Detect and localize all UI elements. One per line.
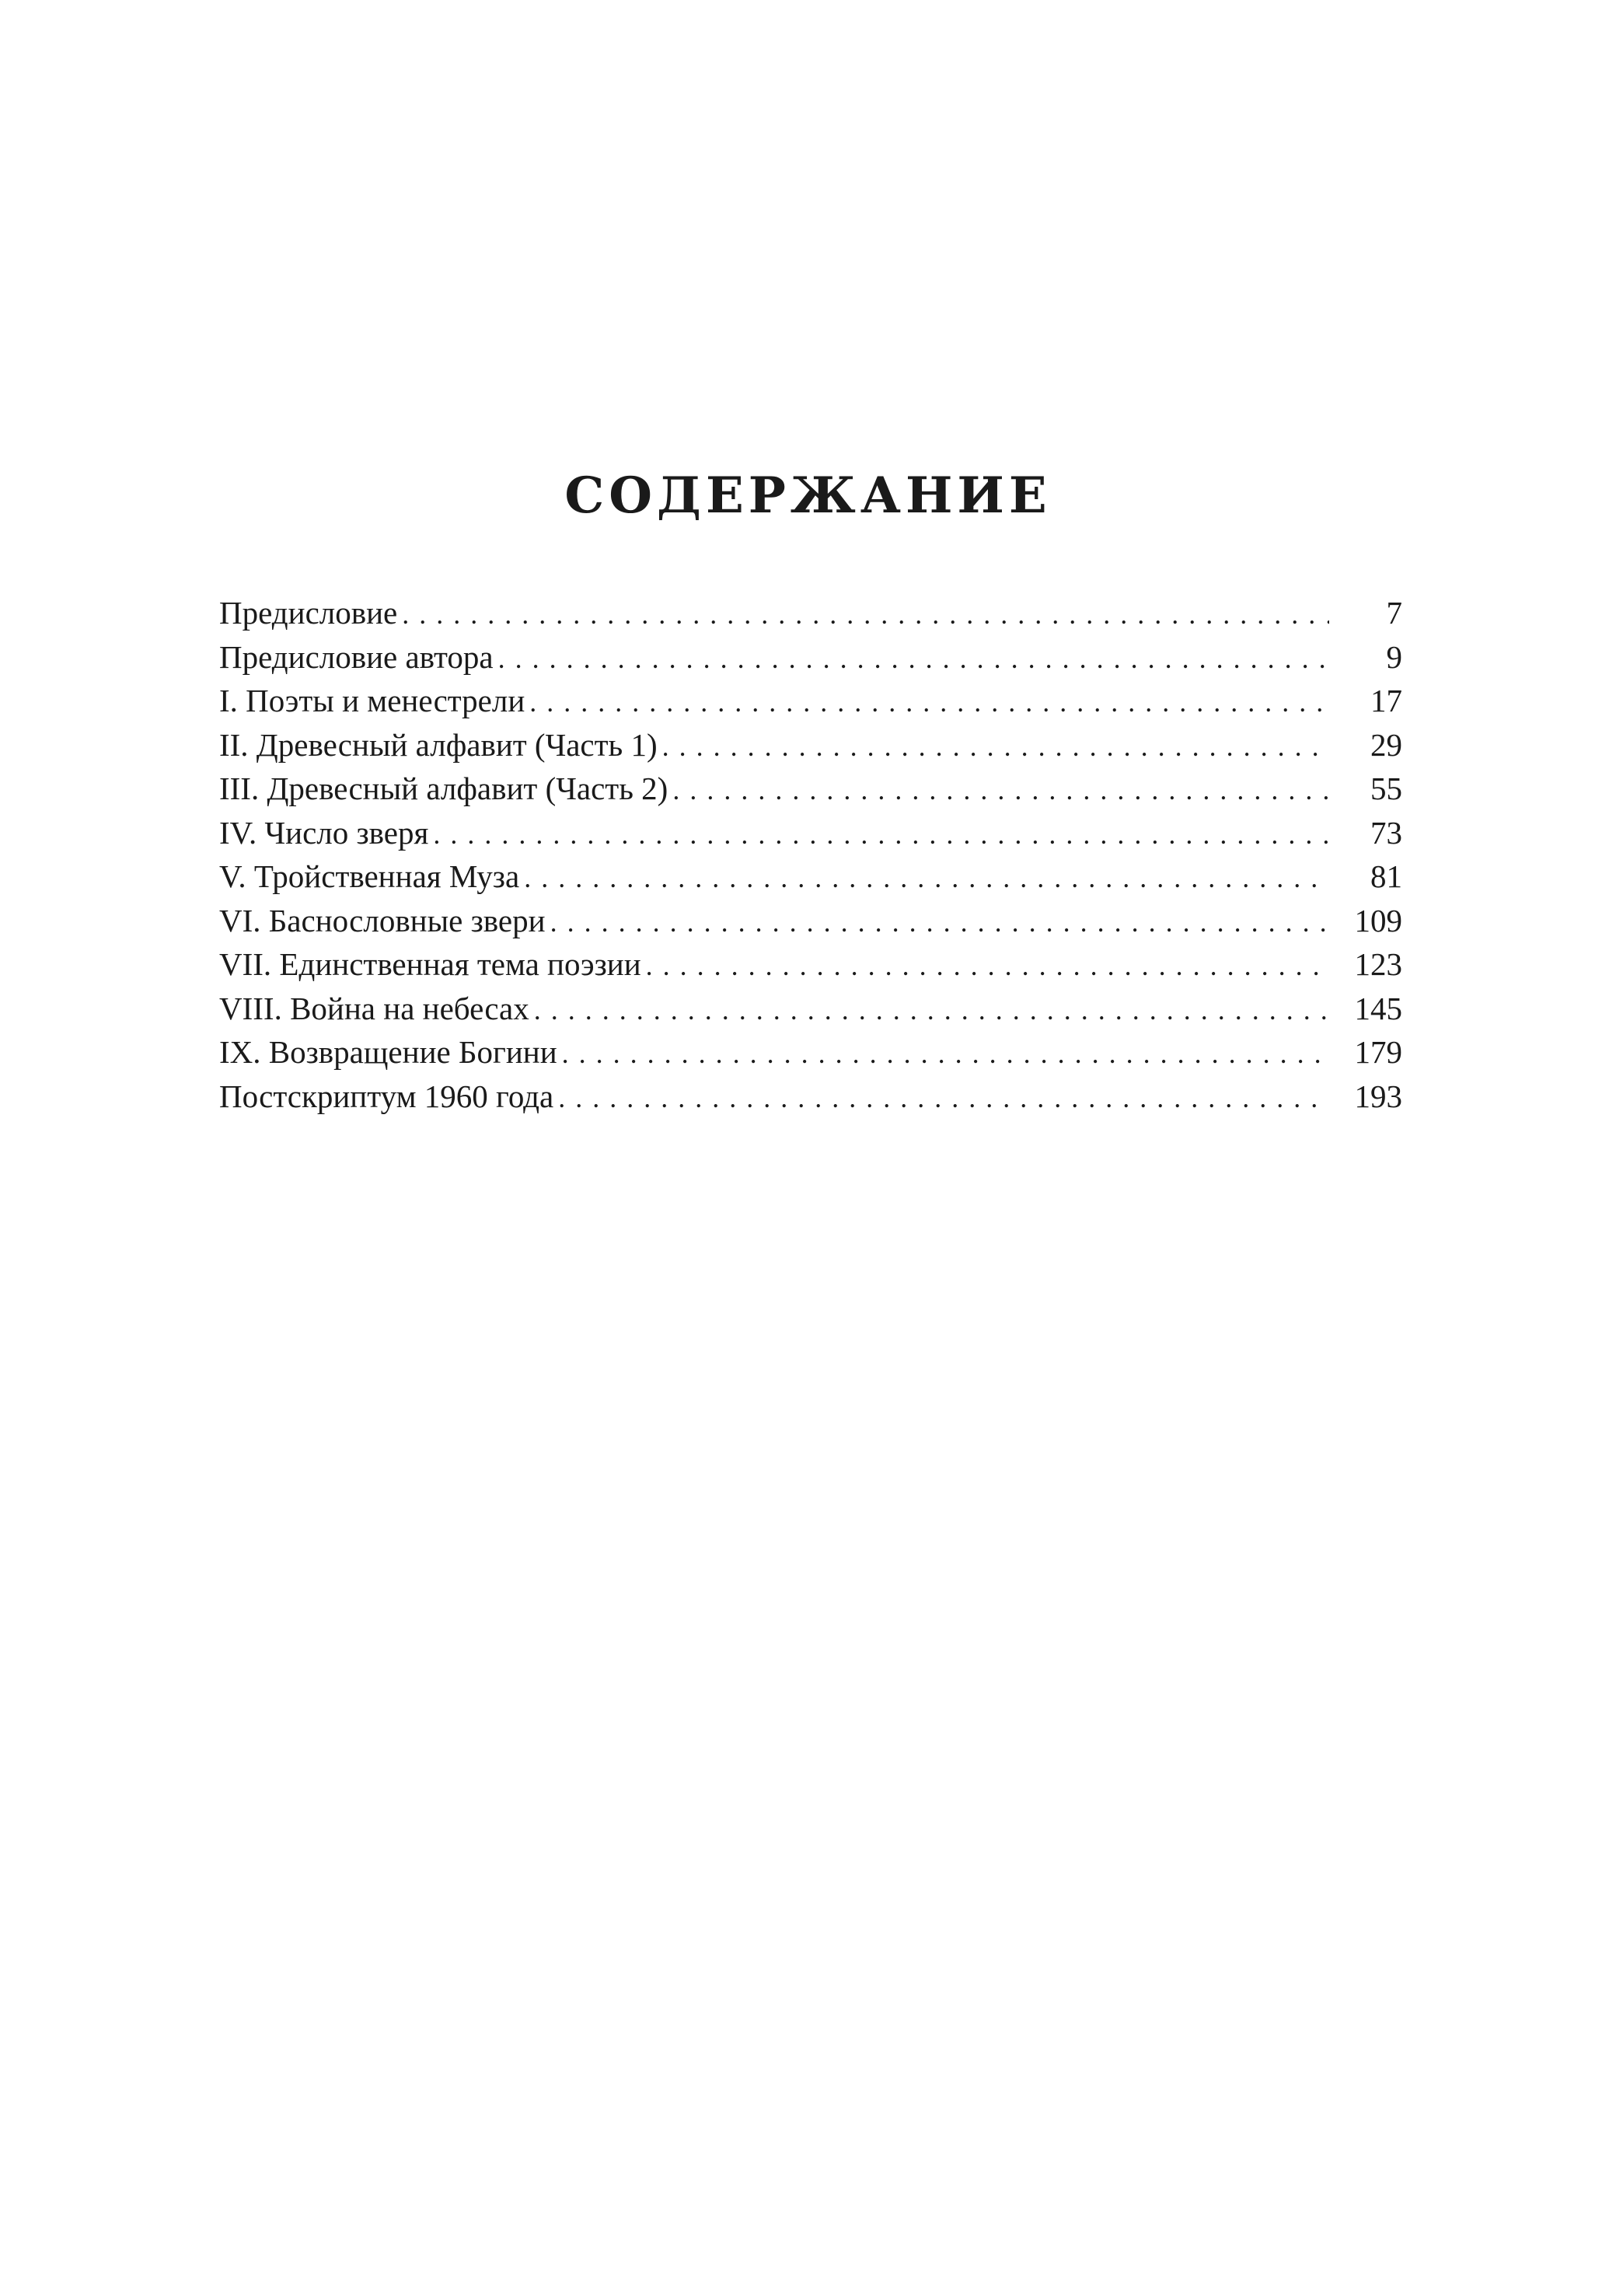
dot-leader (402, 592, 1329, 636)
toc-entry[interactable] (219, 767, 1402, 811)
toc-entry[interactable] (219, 899, 1402, 943)
toc-entry-label: I. Поэты и менестрели (219, 683, 525, 718)
toc-entry-label: V. Тройственная Муза (219, 858, 520, 894)
toc-entry[interactable] (219, 854, 1402, 899)
dot-leader (558, 1076, 1329, 1120)
toc-entry-page-number: 9 (1386, 638, 1402, 675)
toc-entry[interactable] (219, 942, 1402, 987)
toc-entry-page-number: 17 (1370, 683, 1402, 718)
dot-leader (550, 900, 1329, 944)
dot-leader (662, 725, 1329, 768)
toc-entry-page-number: 123 (1354, 946, 1402, 982)
toc-entry-page-number: 179 (1354, 1034, 1402, 1070)
dot-leader (498, 637, 1329, 680)
toc-entry-label: Предисловие (219, 595, 398, 631)
dot-leader (562, 1032, 1329, 1075)
toc-entry[interactable] (219, 987, 1402, 1031)
dot-leader (524, 856, 1329, 900)
toc-entry-page-number: 145 (1354, 990, 1402, 1026)
toc-entry-label: IX. Возвращение Богини (219, 1034, 557, 1070)
toc-entry[interactable] (219, 811, 1402, 855)
table-of-contents (219, 591, 1402, 1118)
dot-leader (534, 988, 1329, 1032)
dot-leader (433, 813, 1329, 856)
toc-entry-label: VI. Баснословные звери (219, 902, 546, 938)
toc-entry-label: VII. Единственная тема поэзии (219, 946, 641, 982)
dot-leader (646, 944, 1329, 987)
toc-entry-page-number: 81 (1370, 858, 1402, 894)
dot-leader (672, 768, 1329, 812)
toc-entry-page-number: 55 (1370, 771, 1402, 806)
toc-entry-page-number: 193 (1354, 1078, 1402, 1114)
toc-entry[interactable] (219, 1030, 1402, 1075)
toc-entry[interactable] (219, 591, 1402, 635)
toc-entry-label: II. Древесный алфавит (Часть 1) (219, 726, 658, 763)
toc-entry-label: IV. Число зверя (219, 814, 429, 851)
page-title: СОДЕРЖАНИЕ (564, 467, 1052, 525)
dot-leader (529, 680, 1329, 724)
toc-entry-page-number: 109 (1354, 902, 1402, 938)
toc-entry[interactable] (219, 1075, 1402, 1119)
toc-entry-label: Предисловие автора (219, 638, 494, 675)
toc-entry-label: III. Древесный алфавит (Часть 2) (219, 771, 668, 806)
toc-entry-label: VIII. Война на небесах (219, 990, 529, 1026)
toc-entry[interactable] (219, 679, 1402, 723)
toc-entry-page-number: 7 (1386, 595, 1402, 631)
toc-entry-page-number: 73 (1370, 814, 1402, 851)
toc-entry[interactable] (219, 723, 1402, 767)
toc-entry-page-number: 29 (1370, 726, 1402, 763)
toc-entry[interactable] (219, 635, 1402, 680)
toc-entry-label: Постскриптум 1960 года (219, 1078, 554, 1114)
